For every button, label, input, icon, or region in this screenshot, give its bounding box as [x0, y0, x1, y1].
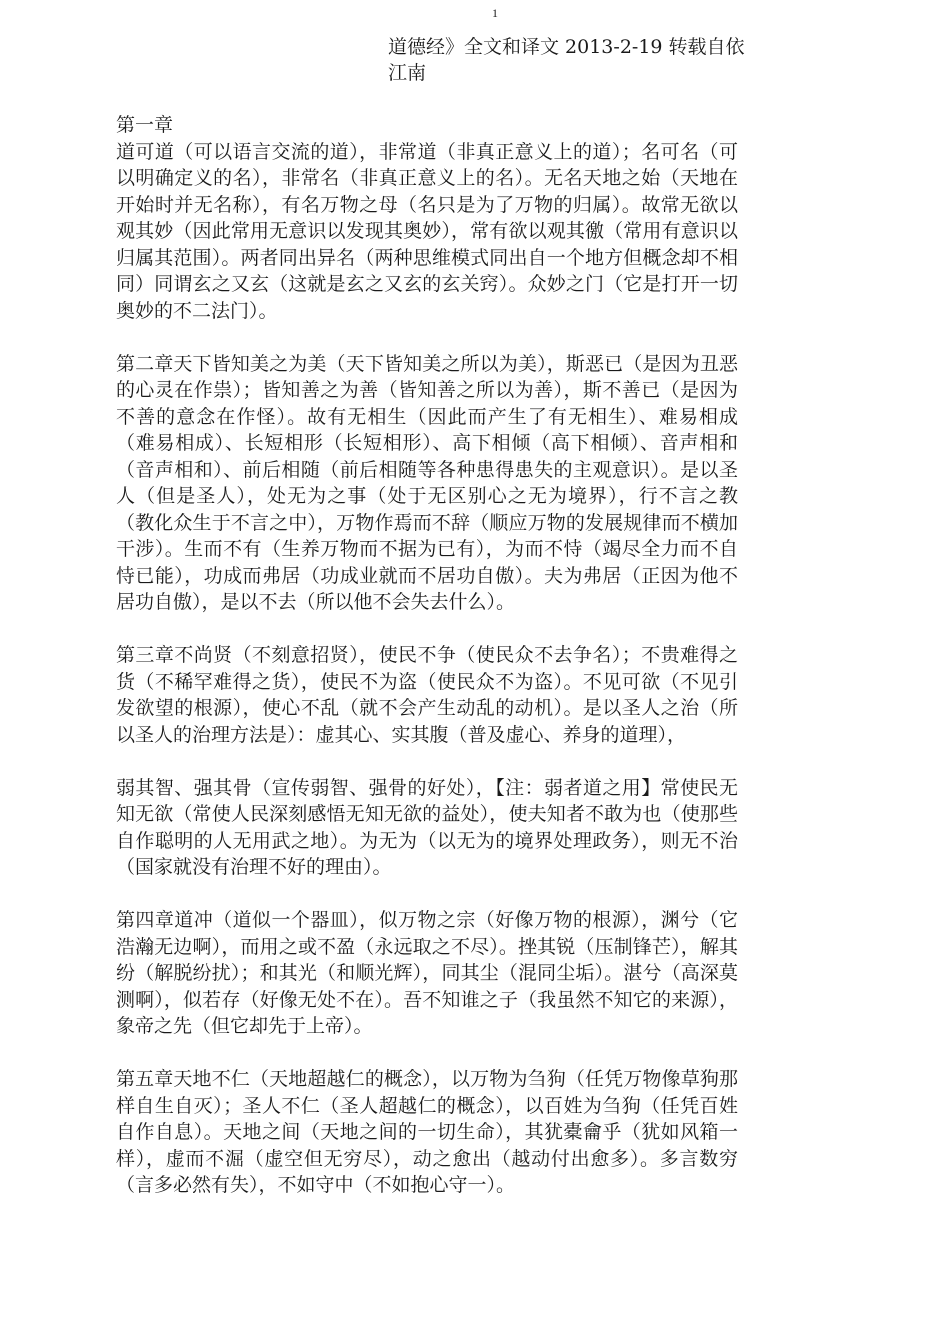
chapter-3-continued-paragraph	[116, 775, 738, 881]
document-title: 道德经》全文和译文 2013-2-19 转载自依江南	[388, 36, 745, 84]
page-number: 1	[492, 6, 498, 20]
chapter-3-continued-text: 弱其智、强其骨（宣传弱智、强骨的好处），【注：弱者道之用】常使民无知无欲（常使人民深刻感悟无知无欲的益处），使夫知者不敢为也（使那些自作聪明的人无用武之地）。为无为（以无为的境界处理政务），则无不治（国家就没有治理不好的理由）。	[116, 776, 738, 878]
chapter-4-text: 第四章道冲（道似一个器皿），似万物之宗（好像万物的根源），渊兮（它浩瀚无边啊），而用之或不盈（永远取之不尽）。挫其锐（压制锋芒），解其纷（解脱纷扰）；和其光（和顺光辉），同其尘（混同尘垢）。湛兮（高深莫测啊），似若存（好像无处不在）。吾不知谁之子（我虽然不知它的来源），象帝之先（但它却先于上帝）。	[116, 909, 738, 1037]
chapter-1-text: 道可道（可以语言交流的道），非常道（非真正意义上的道）；名可名（可以明确定义的名），非常名（非真正意义上的名）。无名天地之始（天地在开始时并无名称），有名万物之母（名只是为了万物的归属）。故常无欲以观其妙（因此常用无意识以发现其奥妙），常有欲以观其徼（常用有意识以归属其范围）。两者同出异名（两种思维模式同出自一个地方但概念却不相同）同谓玄之又玄（这就是玄之又玄的玄关窍）。众妙之门（它是打开一切奥妙的不二法门）。	[116, 140, 738, 322]
chapter-3-paragraph	[116, 642, 738, 748]
chapter-2-text: 第二章天下皆知美之为美（天下皆知美之所以为美），斯恶已（是因为丑恶的心灵在作祟）；皆知善之为善（皆知善之所以为善），斯不善已（是因为不善的意念在作怪）。故有无相生（因此而产生了有无相生）、难易相成（难易相成）、长短相形（长短相形）、高下相倾（高下相倾）、音声相和（音声相和）、前后相随（前后相随等各种患得患失的主观意识）。是以圣人（但是圣人），处无为之事（处于无区别心之无为境界），行不言之教（教化众生于不言之中），万物作焉而不辞（顺应万物的发展规律而不横加干涉）。生而不有（生养万物而不据为已有），为而不恃（竭尽全力而不自恃已能），功成而弗居（功成业就而不居功自傲）。夫为弗居（正因为他不居功自傲），是以不去（所以他不会失去什么）。	[116, 352, 738, 613]
chapter-2-paragraph	[116, 351, 738, 616]
chapter-3-text: 第三章不尚贤（不刻意招贤），使民不争（使民众不去争名）；不贵难得之货（不稀罕难得之货），使民不为盗（使民众不为盗）。不见可欲（不见引发欲望的根源），使心不乱（就不会产生动乱的动机）。是以圣人之治（所以圣人的治理方法是）：虚其心、实其腹（普及虚心、养身的道理），	[116, 644, 738, 746]
chapter-5-text: 第五章天地不仁（天地超越仁的概念），以万物为刍狗（任凭万物像草狗那样自生自灭）；圣人不仁（圣人超越仁的概念），以百姓为刍狗（任凭百姓自作自息）。天地之间（天地之间的一切生命），其犹橐龠乎（犹如风箱一样），虚而不淈（虚空但无穷尽），动之愈出（越动付出愈多）。多言数穷（言多必然有失），不如守中（不如抱心守一）。	[116, 1068, 738, 1196]
chapter-1-heading: 第一章	[116, 114, 174, 136]
chapter-1-paragraph	[116, 112, 738, 324]
chapter-4-paragraph	[116, 907, 738, 1040]
document-body	[116, 112, 738, 1225]
chapter-5-paragraph	[116, 1066, 738, 1199]
